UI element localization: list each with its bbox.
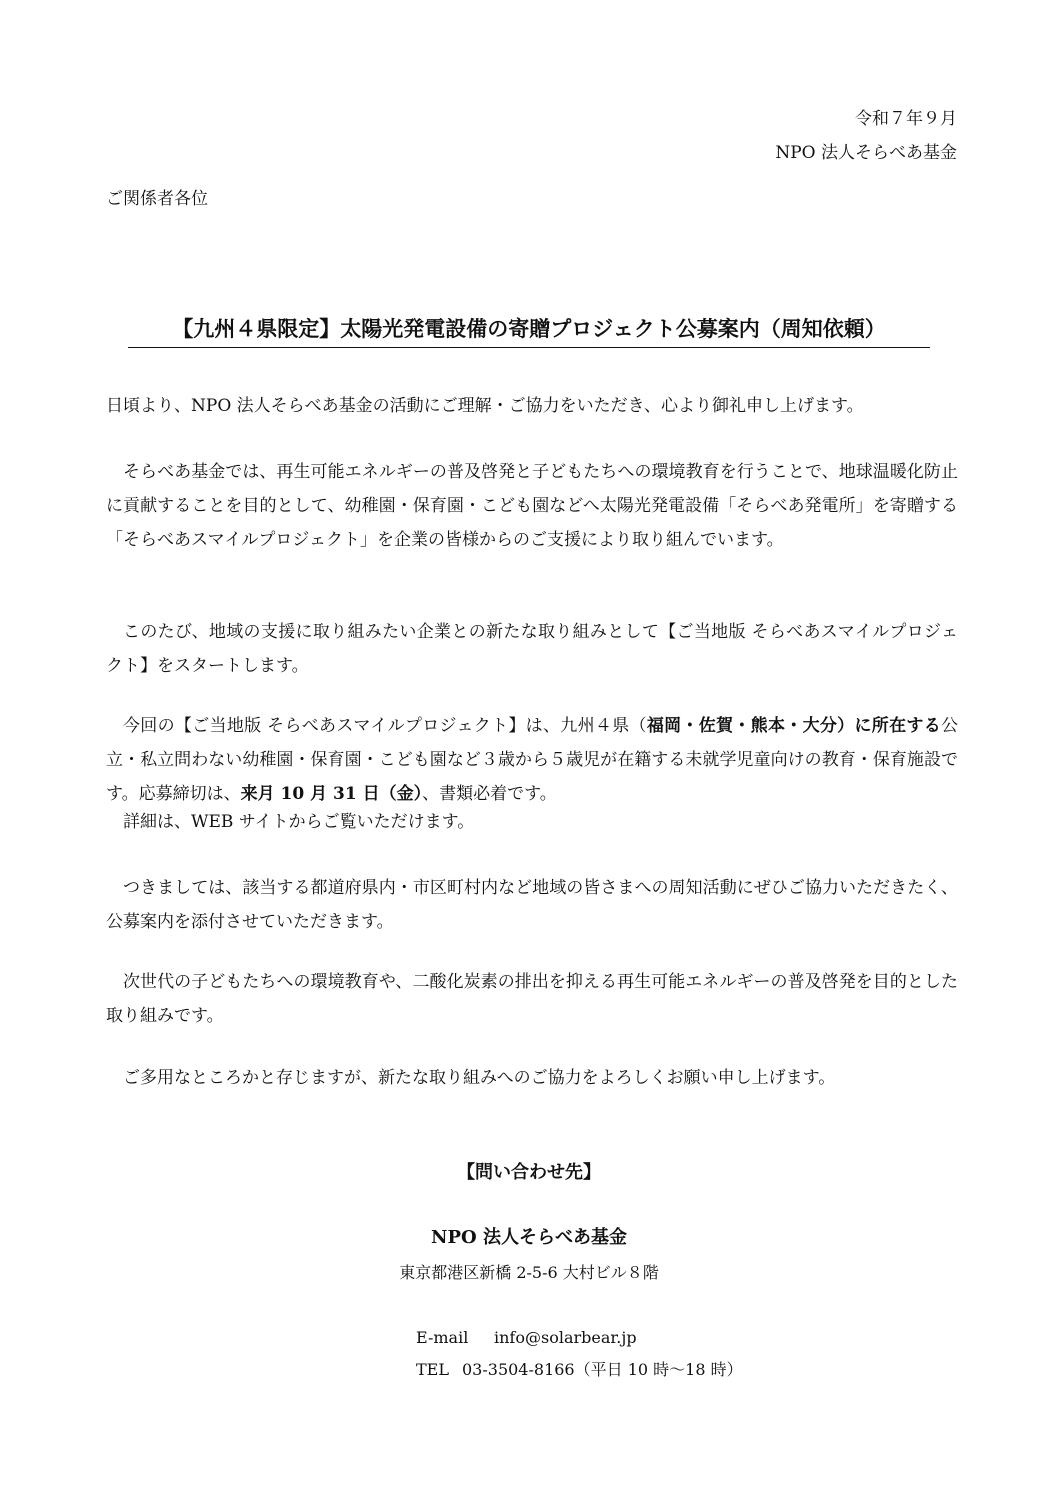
paragraph-closing: ご多用なところかと存じますが、新たな取り組みへのご協力をよろしくお願い申し上げます。 <box>123 1068 836 1088</box>
eligibility-prefectures: 福岡・佐賀・熊本・大分）に所在する <box>646 716 942 736</box>
application-deadline: 来月 10 月 31 日（金） <box>240 784 423 804</box>
paragraph-website-details: 詳細は、WEB サイトからご覧いただけます。 <box>123 812 475 832</box>
contact-heading: 【問い合わせ先】 <box>457 1162 601 1183</box>
tel-number: 03-3504-8166（平日 10 時～18 時） <box>462 1360 743 1379</box>
paragraph-request: つきましては、該当する都道府県内・市区町村内など地域の皆さまへの周知活動にぜひご協力いただきたく、公募案内を添付させていただきます。 <box>106 878 958 932</box>
paragraph-eligibility <box>106 709 958 811</box>
tel-label: TEL <box>416 1360 449 1379</box>
sender-organization: NPO 法人そらべあ基金 <box>775 143 957 163</box>
document-date: 令和７年９月 <box>855 109 957 129</box>
email-label: E-mail <box>416 1328 469 1347</box>
contact-address: 東京都港区新橋 2-5-6 大村ビル８階 <box>399 1263 659 1282</box>
eligibility-text-e: 、書類必着です。 <box>422 784 557 804</box>
contact-tel-row <box>416 1353 743 1387</box>
eligibility-text-a: 今回の【ご当地版 そらべあスマイルプロジェクト】は、九州４県（ <box>123 716 647 736</box>
salutation: ご関係者各位 <box>106 189 208 209</box>
eligibility-text-c: 公立・私立問わない幼稚園・保育園・こども園など３歳から５歳児が在籍する未就学児童向けの教育・保育施設です。応募締切は、 <box>106 716 959 804</box>
document-title: 【九州４県限定】太陽光発電設備の寄贈プロジェクト公募案内（周知依頼） <box>128 313 930 348</box>
paragraph-purpose: 次世代の子どもたちへの環境教育や、二酸化炭素の排出を抑える再生可能エネルギーの普及啓発を目的とした取り組みです。 <box>106 972 958 1026</box>
email-address: info@solarbear.jp <box>494 1328 637 1347</box>
paragraph-new-project: このたび、地域の支援に取り組みたい企業との新たな取り組みとして【ご当地版 そらべあスマイルプロジェクト】をスタートします。 <box>106 622 958 676</box>
paragraph-greeting: 日頃より、NPO 法人そらべあ基金の活動にご理解・ご協力をいただき、心より御礼申し上げます。 <box>106 396 864 416</box>
contact-email-row <box>416 1321 637 1355</box>
paragraph-about-fund: そらべあ基金では、再生可能エネルギーの普及啓発と子どもたちへの環境教育を行うことで、地球温暖化防止に貢献することを目的として、幼稚園・保育園・こども園などへ太陽光発電設備「そらべあ発電所」を寄贈する「そらべあスマイルプロジェクト」を企業の皆様からのご支援により取り組んでいます。 <box>106 462 958 550</box>
contact-organization: NPO 法人そらべあ基金 <box>431 1227 627 1248</box>
